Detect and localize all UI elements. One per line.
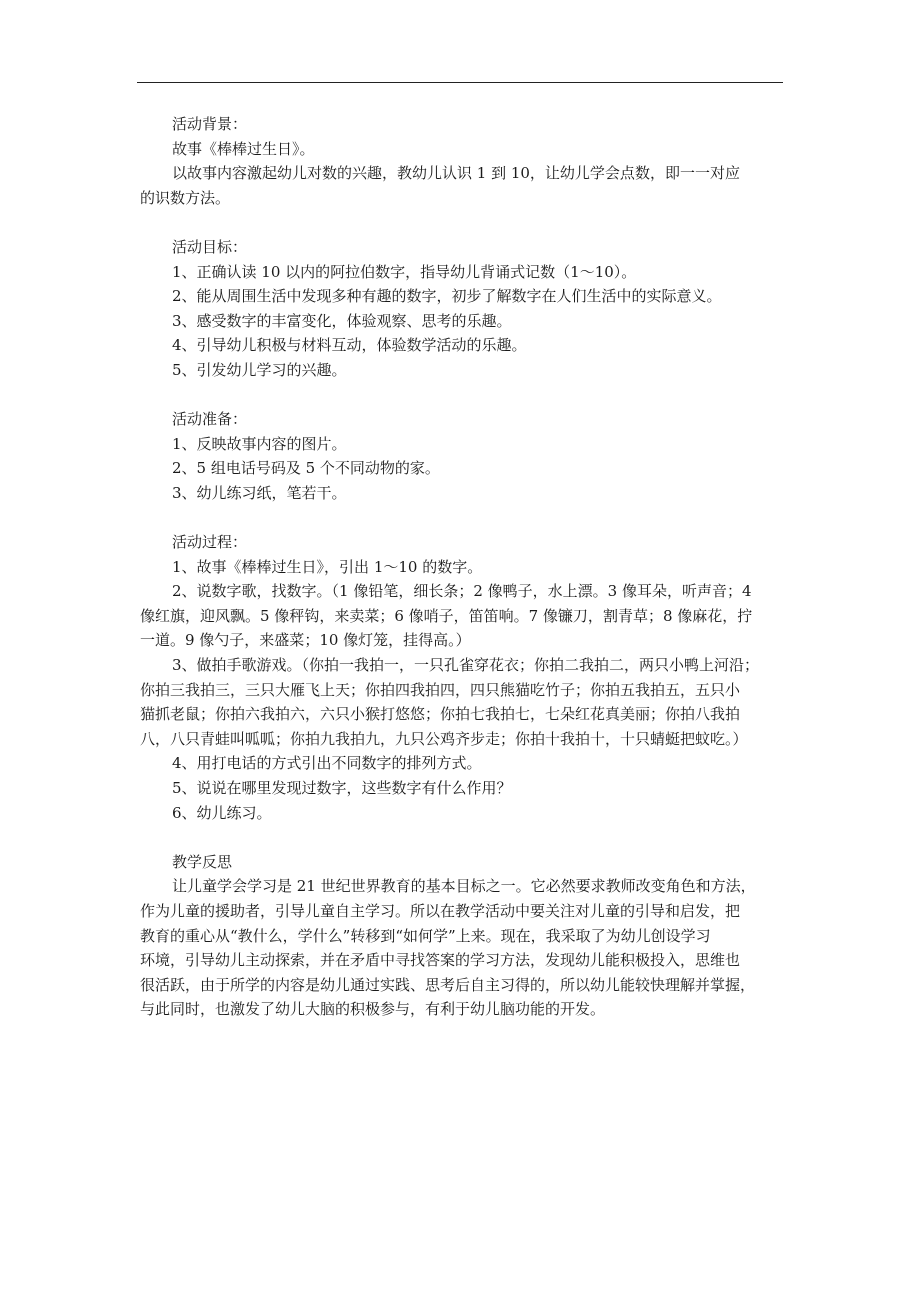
- process-item: 4、用打电话的方式引出不同数字的排列方式。: [172, 754, 482, 773]
- prep-item: 1、反映故事内容的图片。: [172, 434, 347, 453]
- background-text-line: 以故事内容激起幼儿对数的兴趣，教幼儿认识 1 到 10，让幼儿学会点数，即一一对应: [172, 164, 740, 183]
- document-body: [140, 112, 786, 1022]
- reflection-line: 让儿童学会学习是 21 世纪世界教育的基本目标之一。它必然要求教师改变角色和方法，: [172, 877, 756, 896]
- reflection-line: 与此同时，也激发了幼儿大脑的积极参与，有利于幼儿脑功能的开发。: [140, 1000, 606, 1019]
- process-item: 2、说数字歌，找数字。（1 像铅笔，细长条；2 像鸭子，水上漂。3 像耳朵，听声音；4: [172, 582, 752, 601]
- process-item-continued: 八，八只青蛙叫呱呱；你拍九我拍九，九只公鸡齐步走；你拍十我拍十，十只蜻蜓把蚊吃。）: [140, 729, 748, 748]
- prep-item: 3、幼儿练习纸，笔若干。: [172, 483, 347, 502]
- reflection-line: 教育的重心从“教什么，学什么”转移到“如何学”上来。现在，我采取了为幼儿创设学习: [140, 926, 711, 945]
- process-item-continued: 你拍三我拍三，三只大雁飞上天；你拍四我拍四，四只熊猫吃竹子；你拍五我拍五，五只小: [140, 680, 741, 699]
- process-item-continued: 猫抓老鼠；你拍六我拍六，六只小猴打悠悠；你拍七我拍七，七朵红花真美丽；你拍八我拍: [140, 705, 741, 724]
- reflection-line: 很活跃，由于所学的内容是幼儿通过实践、思考后自主习得的，所以幼儿能较快理解并掌握，: [140, 975, 756, 994]
- prep-item: 2、5 组电话号码及 5 个不同动物的家。: [172, 459, 440, 478]
- goal-item: 4、引导幼儿积极与材料互动，体验数学活动的乐趣。: [172, 336, 527, 355]
- reflection-line: 环境，引导幼儿主动探索，并在矛盾中寻找答案的学习方法，发现幼儿能积极投入，思维也: [140, 951, 741, 970]
- reflection-heading: 教学反思: [172, 852, 233, 871]
- reflection-line: 作为儿童的援助者，引导儿童自主学习。所以在教学活动中要关注对儿童的引导和启发，把: [140, 902, 741, 920]
- goal-item: 3、感受数字的丰富变化，体验观察、思考的乐趣。: [172, 311, 512, 330]
- background-heading: 活动背景：: [172, 115, 248, 133]
- process-item: 5、说说在哪里发现过数字，这些数字有什么作用？: [172, 779, 512, 798]
- process-item-continued: 像红旗，迎风飘。5 像秤钩，来卖菜；6 像哨子，笛笛响。7 像镰刀，割青草；8 像麻花，拧: [140, 606, 753, 625]
- spacer: [140, 383, 786, 408]
- goal-item: 5、引发幼儿学习的兴趣。: [172, 360, 347, 379]
- prep-heading: 活动准备：: [172, 410, 248, 429]
- spacer: [140, 506, 786, 531]
- background-story: 故事《棒棒过生日》。: [172, 139, 315, 158]
- process-item: 6、幼儿练习。: [172, 803, 272, 822]
- process-item-continued: 一道。9 像勺子，来盛菜；10 像灯笼，挂得高。）: [140, 631, 471, 650]
- spacer: [140, 825, 786, 850]
- background-text-line: 的识数方法。: [140, 188, 231, 207]
- spacer: [140, 210, 786, 235]
- goals-heading: 活动目标：: [172, 237, 248, 256]
- process-item: 1、故事《棒棒过生日》，引出 1～10 的数字。: [172, 557, 483, 576]
- header-rule: [137, 82, 783, 83]
- goal-item: 2、能从周围生活中发现多种有趣的数字，初步了解数字在人们生活中的实际意义。: [172, 287, 722, 306]
- process-item: 3、做拍手歌游戏。（你拍一我拍一，一只孔雀穿花衣；你拍二我拍二，两只小鸭上河沿；: [172, 656, 760, 675]
- goal-item: 1、正确认读 10 以内的阿拉伯数字，指导幼儿背诵式记数（1～10）。: [172, 262, 637, 281]
- process-heading: 活动过程：: [172, 533, 248, 552]
